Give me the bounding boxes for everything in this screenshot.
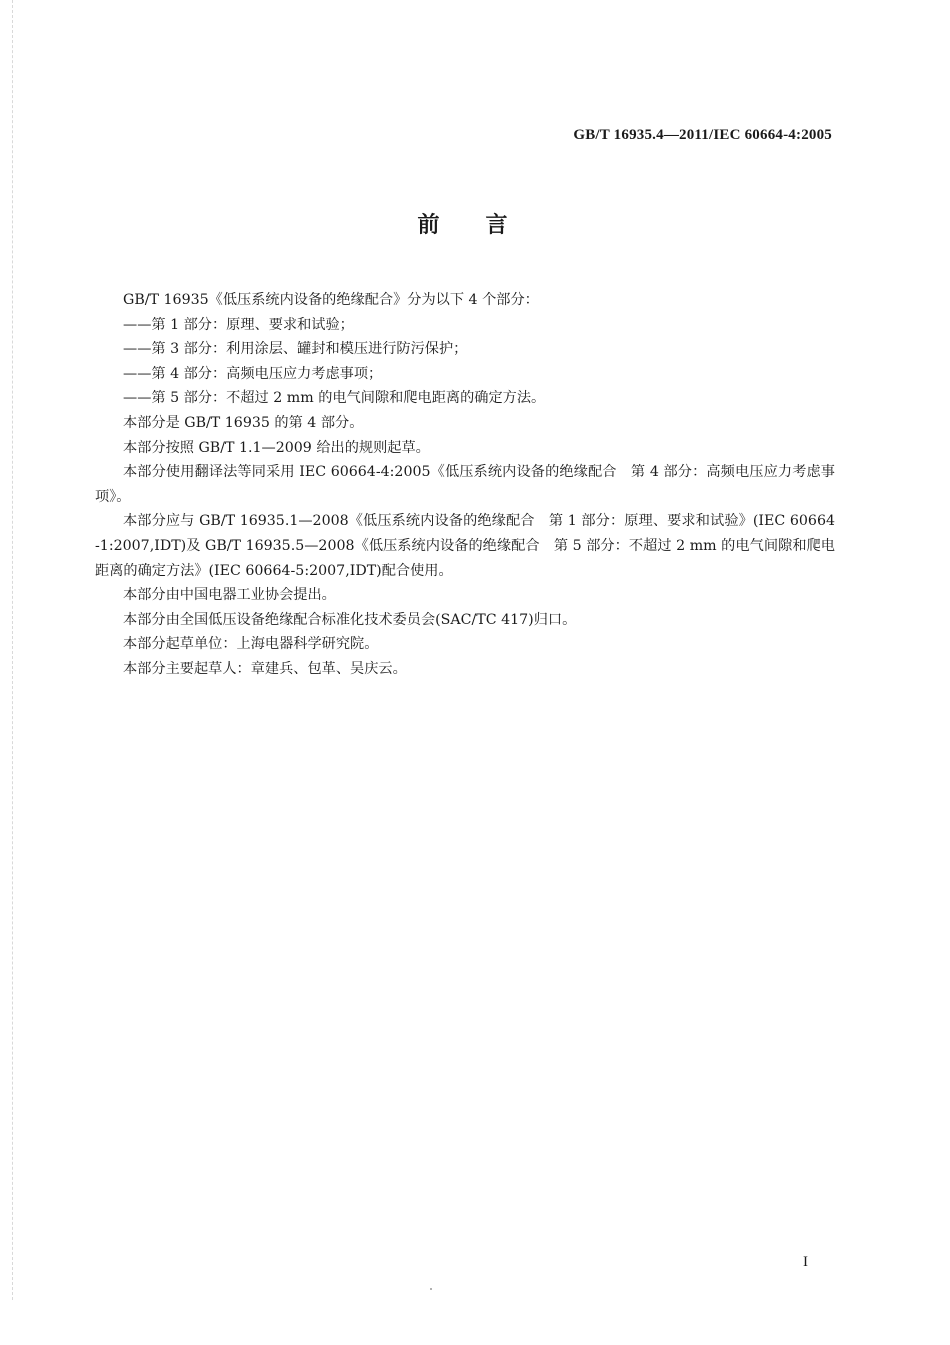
page-title: 前言 [417,213,554,238]
list-item-part-4: ——第 4 部分：高频电压应力考虑事项； [123,365,383,382]
paragraph-drafting-unit: 本部分起草单位：上海电器科学研究院。 [123,636,379,653]
page-number: I [803,1254,808,1270]
paragraph-committee: 本部分由全国低压设备绝缘配合标准化技术委员会(SAC/TC 417)归口。 [123,611,577,628]
paragraph-part-number: 本部分是 GB/T 16935 的第 4 部分。 [123,414,364,431]
paragraph-proposer: 本部分由中国电器工业协会提出。 [123,587,336,604]
paragraph-drafting-rules: 本部分按照 GB/T 1.1—2009 给出的规则起草。 [123,439,430,456]
paragraph-usage: 本部分应与 GB/T 16935.1—2008《低压系统内设备的绝缘配合 第 1 部分：原理、要求和试验》(IEC 60664-1:2007,IDT)及 GB/T 16935.5—2008《低压系统内设备的绝缘配合 第 5 部分：不超过 2 mm 的电气间隙和爬电距离的确定方法》(IEC 60664-5:2007,IDT)配合使用。 [95,513,835,579]
paragraph-drafters: 本部分主要起草人：章建兵、包革、吴庆云。 [123,660,407,677]
foreword-body [95,288,835,682]
scan-edge-artifact [12,0,13,1300]
list-item-part-1: ——第 1 部分：原理、要求和试验； [123,316,354,333]
scan-speck [430,1288,432,1290]
paragraph-intro: GB/T 16935《低压系统内设备的绝缘配合》分为以下 4 个部分： [123,292,539,308]
list-item-part-5: ——第 5 部分：不超过 2 mm 的电气间隙和爬电距离的确定方法。 [123,390,546,407]
standard-code: GB/T 16935.4—2011/IEC 60664-4:2005 [573,127,832,143]
list-item-part-3: ——第 3 部分：利用涂层、罐封和模压进行防污保护； [123,341,468,358]
paragraph-adoption: 本部分使用翻译法等同采用 IEC 60664-4:2005《低压系统内设备的绝缘配合 第 4 部分：高频电压应力考虑事项》。 [95,464,835,505]
